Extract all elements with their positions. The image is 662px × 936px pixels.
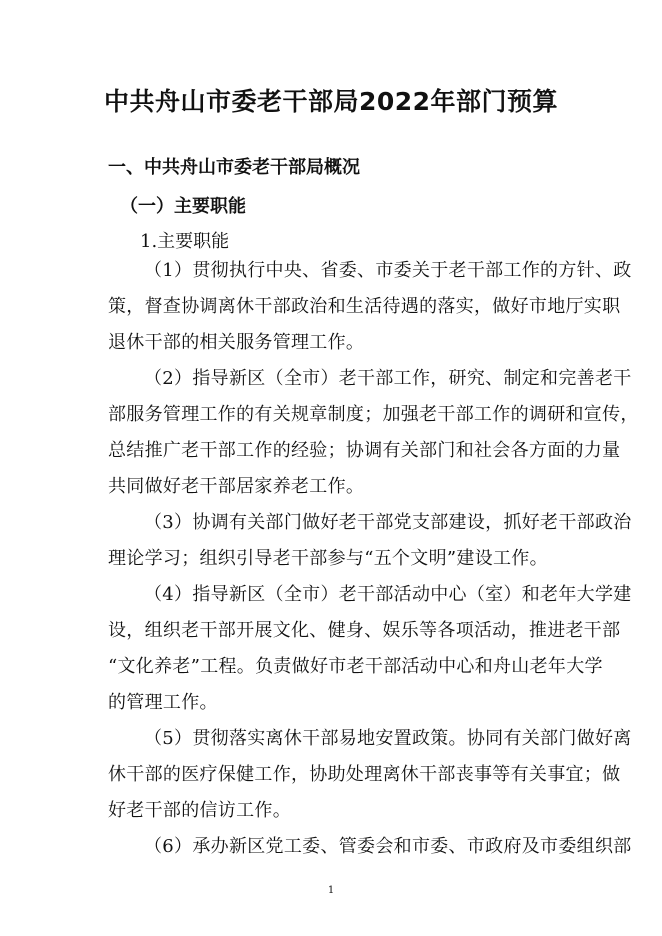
paragraph-line: 好老干部的信访工作。 <box>108 800 291 821</box>
paragraph-2 <box>108 361 639 505</box>
paragraph-line: 的管理工作。 <box>108 692 218 713</box>
paragraph-line: 共同做好老干部居家养老工作。 <box>108 476 365 497</box>
page-number: 1 <box>327 885 335 896</box>
paragraph-line: （5）贯彻落实离休干部易地安置政策。协同有关部门做好离 <box>144 728 632 749</box>
subsection-heading: （一）主要职能 <box>120 196 246 217</box>
paragraph-line: “文化养老”工程。负责做好市老干部活动中心和舟山老年大学 <box>108 656 603 677</box>
paragraph-5 <box>108 721 632 829</box>
paragraph-4 <box>108 577 632 721</box>
paragraph-3 <box>108 505 632 577</box>
paragraph-line: （3）协调有关部门做好老干部党支部建设，抓好老干部政治 <box>144 512 632 533</box>
paragraph-line: （2）指导新区（全市）老干部工作，研究、制定和完善老干 <box>144 368 632 389</box>
paragraph-1 <box>108 253 632 361</box>
paragraph-line: 设，组织老干部开展文化、健身、娱乐等各项活动，推进老干部 <box>108 620 621 641</box>
document-title: 中共舟山市委老干部局2022年部门预算 <box>103 87 559 116</box>
paragraph-6 <box>108 829 632 865</box>
paragraph-line: 休干部的医疗保健工作，协助处理离休干部丧事等有关事宜；做 <box>108 764 621 785</box>
paragraph-line: 总结推广老干部工作的经验；协调有关部门和社会各方面的力量 <box>108 440 621 461</box>
paragraph-line: 部服务管理工作的有关规章制度；加强老干部工作的调研和宣传， <box>108 404 639 425</box>
section-heading: 一、中共舟山市委老干部局概况 <box>108 157 360 178</box>
paragraph-line: 理论学习；组织引导老干部参与“五个文明”建设工作。 <box>108 548 548 569</box>
paragraph-line: 策，督查协调离休干部政治和生活待遇的落实，做好市地厅实职 <box>108 296 621 317</box>
paragraph-line: （4）指导新区（全市）老干部活动中心（室）和老年大学建 <box>144 584 632 605</box>
item-heading: 1.主要职能 <box>140 231 230 252</box>
paragraph-line: （1）贯彻执行中央、省委、市委关于老干部工作的方针、政 <box>144 260 632 281</box>
paragraph-line: （6）承办新区党工委、管委会和市委、市政府及市委组织部 <box>144 836 632 857</box>
paragraph-line: 退休干部的相关服务管理工作。 <box>108 332 365 353</box>
